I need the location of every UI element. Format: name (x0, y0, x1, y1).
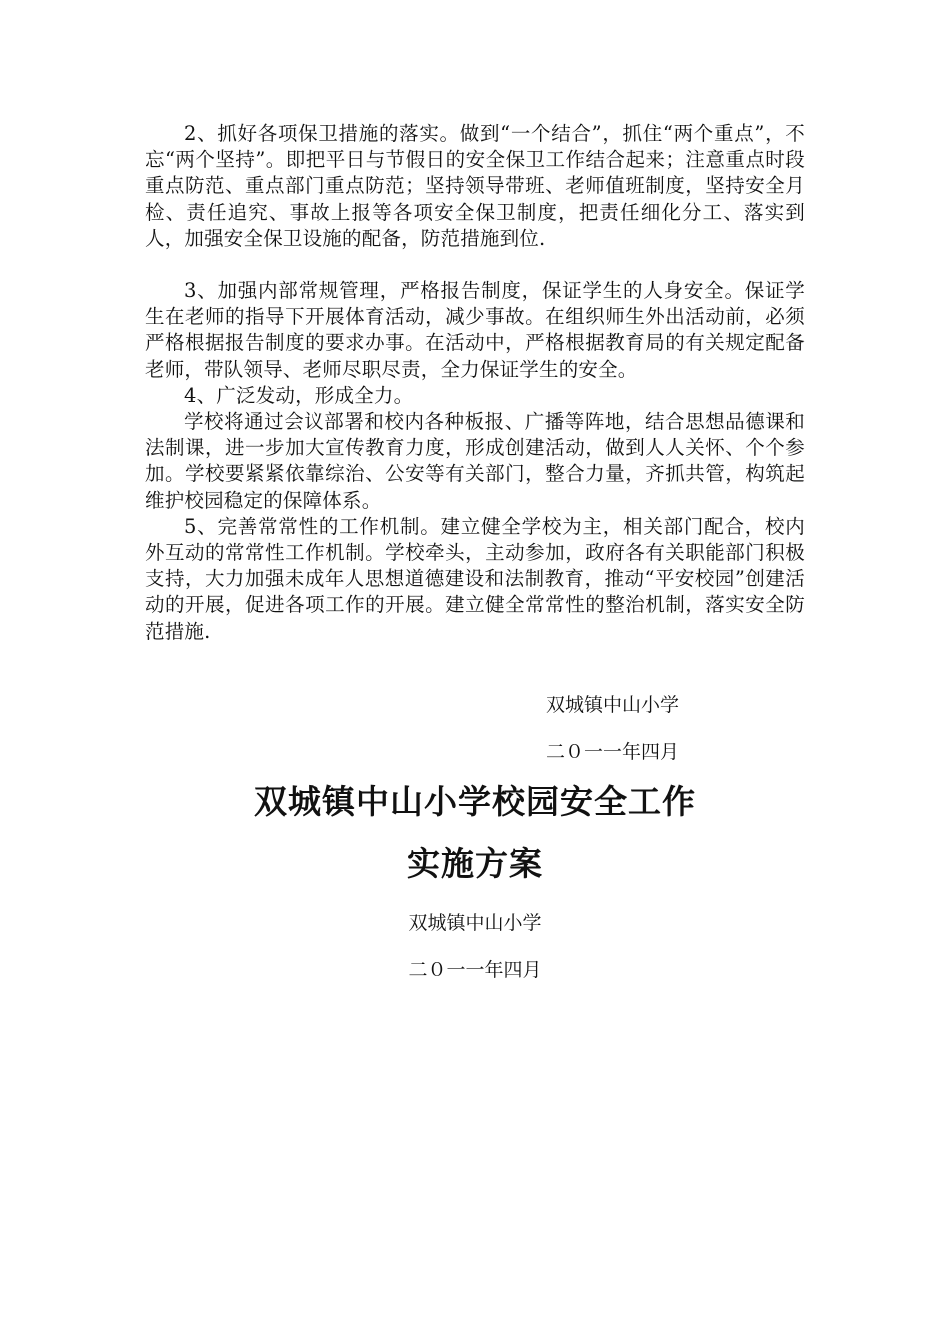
paragraph-item-4-heading: 4、广泛发动，形成全力。 (184, 383, 414, 407)
paragraph-item-2: 2、抓好各项保卫措施的落实。做到“一个结合”，抓住“两个重点”，不忘“两个坚持”。即把平日与节假日的安全保卫工作结合起来；注意重点时段重点防范、重点部门重点防范；坚持领导带班、老师值班制度，坚持安全月检、责任追究、事故上报等各项安全保卫制度，把责任细化分工、落实到人，加强安全保卫设施的配备，防范措施到位. (145, 122, 805, 250)
cover-title-line2: 实施方案 (407, 844, 543, 883)
cover-date: 二０一一年四月 (408, 959, 542, 981)
paragraph-item-3: 3、加强内部常规管理，严格报告制度，保证学生的人身安全。保证学生在老师的指导下开展体育活动，减少事故。在组织师生外出活动前，必须严格根据报告制度的要求办事。在活动中，严格根据教育局的有关规定配备老师，带队领导、老师尽职尽责，全力保证学生的安全。 (145, 279, 805, 381)
paragraph-item-4-body: 学校将通过会议部署和校内各种板报、广播等阵地，结合思想品德课和法制课，进一步加大宣传教育力度，形成创建活动，做到人人关怀、个个参加。学校要紧紧依靠综治、公安等有关部门，整合力量，齐抓共管，构筑起维护校园稳定的保障体系。 (145, 410, 805, 512)
signature-organization: 双城镇中山小学 (546, 694, 680, 716)
cover-organization: 双城镇中山小学 (408, 912, 542, 934)
paragraph-item-5: 5、完善常常性的工作机制。建立健全学校为主，相关部门配合，校内外互动的常常性工作机制。学校牵头，主动参加，政府各有关职能部门积极支持，大力加强未成年人思想道德建设和法制教育，推动“平安校园”创建活动的开展，促进各项工作的开展。建立健全常常性的整治机制，落实安全防范措施. (145, 514, 805, 643)
document-body (145, 121, 805, 645)
signature-date: 二０一一年四月 (546, 741, 680, 763)
cover-title-line1: 双城镇中山小学校园安全工作 (254, 782, 696, 821)
